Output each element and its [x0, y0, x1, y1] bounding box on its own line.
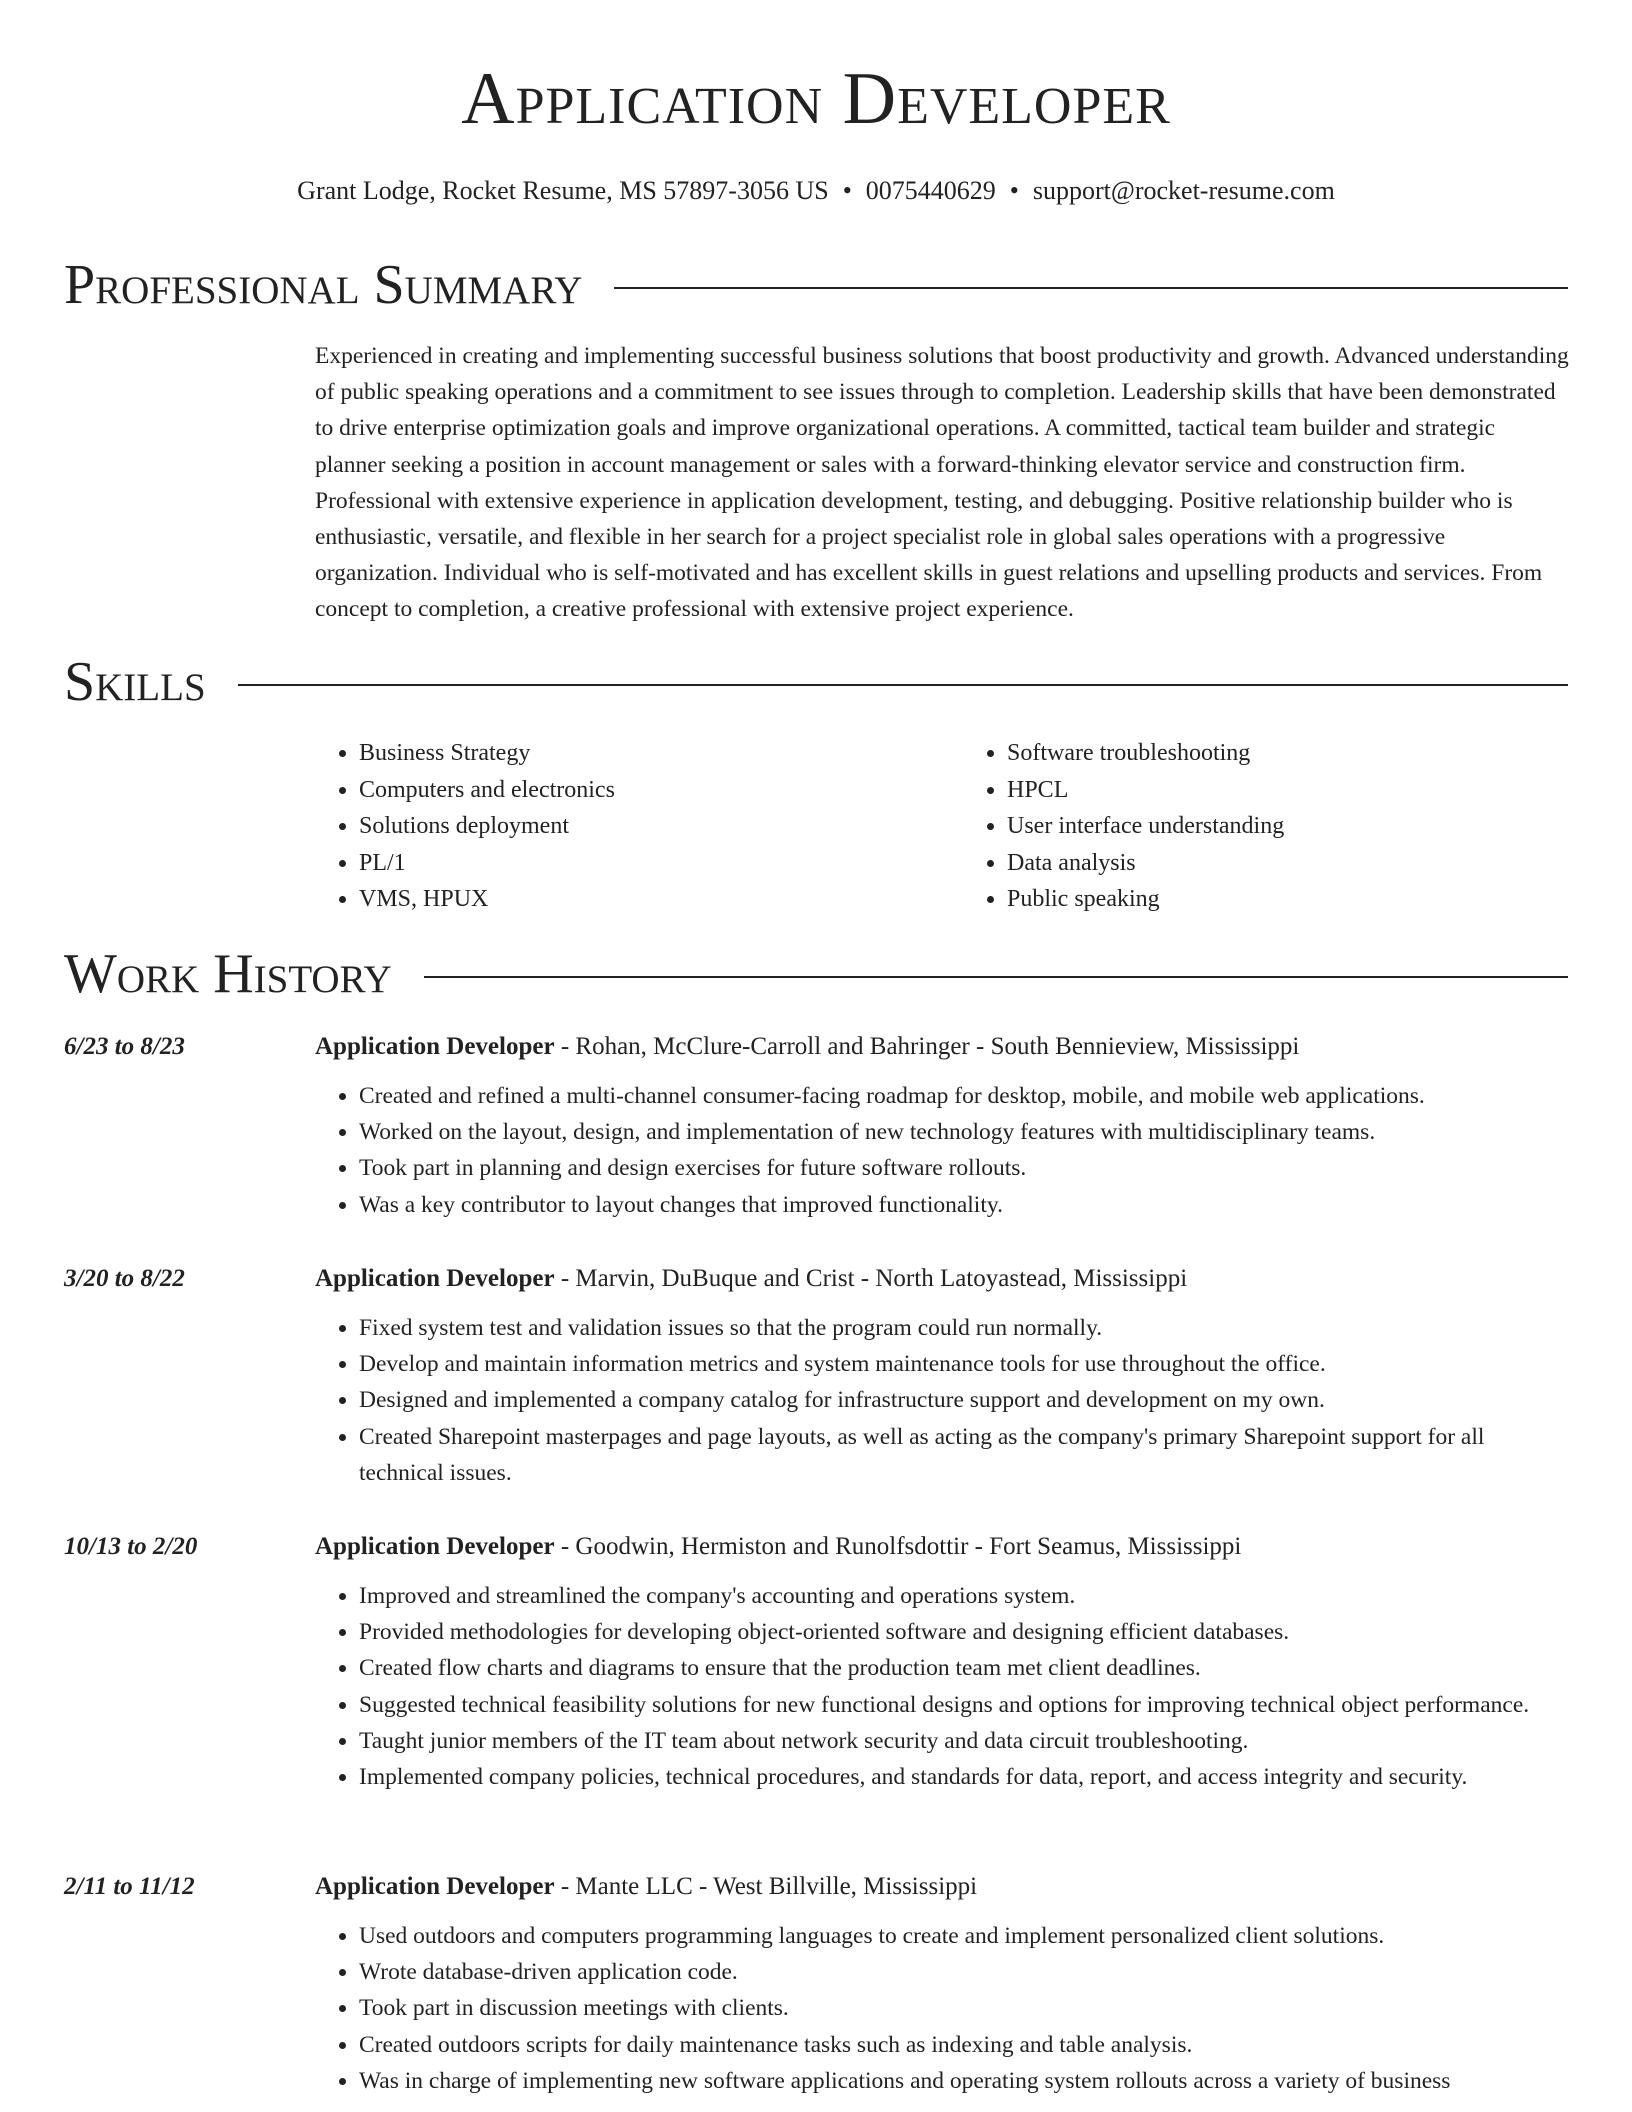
summary-heading: Professional Summary: [64, 254, 583, 316]
job-role: Application Developer: [315, 1533, 555, 1560]
job-bullet: • Was a key contributor to layout changes that improved functionality.: [359, 1187, 1572, 1223]
job-role: Application Developer: [315, 1873, 555, 1900]
summary-text: Experienced in creating and implementing successful business solutions that boost productivity and growth. Advanced understanding of public speaking operations and a commitment to see issues through to completion. Leadership skills that have been demonstrated to drive enterprise optimization goals and improve organizational operations. A committed, tactical team builder and strategic planner seeking a position in account management or sales with a forward-thinking elevator service and construction firm. Professional with extensive experience in application development, testing, and debugging. Positive relationship builder who is enthusiastic, versatile, and flexible in her search for a project specialist role in global sales operations with a progressive organization. Individual who is self-motivated and has excellent skills in guest relations and upselling products and services. From concept to completion, a creative professional with extensive project experience.: [315, 343, 1569, 623]
contact-separator: •: [842, 176, 852, 205]
section-divider: [614, 287, 1568, 289]
job-bullet: • Improved and streamlined the company's accounting and operations system.: [359, 1578, 1572, 1614]
section-divider: [424, 976, 1568, 978]
job-bullet: • Created Sharepoint masterpages and page layouts, as well as acting as the company's primary Sharepoint support for all technical issues.: [359, 1419, 1572, 1491]
job-bullet: • Fixed system test and validation issues so that the program could run normally.: [359, 1310, 1572, 1346]
job-employer: - Goodwin, Hermiston and Runolfsdottir - Fort Seamus, Mississippi: [554, 1533, 1242, 1560]
contact-separator: •: [1009, 176, 1019, 205]
skill-item: • User interface understanding: [1007, 808, 1571, 845]
job-header: [315, 1262, 1572, 1296]
job-bullet: • Created flow charts and diagrams to ensure that the production team met client deadlines.: [359, 1650, 1572, 1686]
job-dates: 3/20 to 8/22: [64, 1265, 185, 1292]
job-header: [315, 1530, 1572, 1564]
job-entry: [64, 1870, 1572, 2099]
job-role: Application Developer: [315, 1033, 555, 1060]
job-bullet: • Implemented company policies, technical procedures, and standards for data, report, and access integrity and security.: [359, 1759, 1572, 1795]
job-role: Application Developer: [315, 1265, 555, 1292]
skill-item: • Public speaking: [1007, 881, 1571, 918]
job-bullet: • Took part in planning and design exercises for future software rollouts.: [359, 1150, 1572, 1186]
skill-item: • PL/1: [359, 845, 923, 882]
job-entry: [64, 1530, 1572, 1795]
skills-column-right: [963, 735, 1571, 918]
job-bullets: [315, 1078, 1572, 1223]
contact-line: [0, 176, 1632, 206]
job-header: [315, 1030, 1572, 1064]
job-dates: 6/23 to 8/23: [64, 1033, 185, 1060]
contact-address: Grant Lodge, Rocket Resume, MS 57897-3056 US: [297, 176, 829, 205]
skill-item: • VMS, HPUX: [359, 881, 923, 918]
skill-item: • Business Strategy: [359, 735, 923, 772]
skill-item: • Data analysis: [1007, 845, 1571, 882]
job-bullet: • Suggested technical feasibility solutions for new functional designs and options for improving technical object performance.: [359, 1687, 1572, 1723]
job-employer: - Marvin, DuBuque and Crist - North Latoyastead, Mississippi: [554, 1265, 1188, 1292]
job-employer: - Mante LLC - West Billville, Mississippi: [554, 1873, 978, 1900]
contact-email: support@rocket-resume.com: [1032, 176, 1335, 205]
job-entry: [64, 1262, 1572, 1491]
job-dates: 2/11 to 11/12: [64, 1873, 195, 1900]
section-divider: [238, 684, 1568, 686]
job-bullet: • Created outdoors scripts for daily maintenance tasks such as indexing and table analysis.: [359, 2027, 1572, 2063]
job-bullet: • Wrote database-driven application code.: [359, 1954, 1572, 1990]
job-bullet: • Taught junior members of the IT team about network security and data circuit troubleshooting.: [359, 1723, 1572, 1759]
skill-item: • HPCL: [1007, 772, 1571, 809]
contact-phone: 0075440629: [865, 176, 996, 205]
skill-item: • Solutions deployment: [359, 808, 923, 845]
job-bullet: • Designed and implemented a company catalog for infrastructure support and development on my own.: [359, 1382, 1572, 1418]
skills-column-left: [315, 735, 923, 918]
skill-item: • Computers and electronics: [359, 772, 923, 809]
job-bullets: [315, 1578, 1572, 1795]
job-bullet: • Worked on the layout, design, and implementation of new technology features with multidisciplinary teams.: [359, 1114, 1572, 1150]
job-bullet: • Used outdoors and computers programming languages to create and implement personalized client solutions.: [359, 1918, 1572, 1954]
job-header: [315, 1870, 1572, 1904]
job-bullet: • Develop and maintain information metrics and system maintenance tools for use throughout the office.: [359, 1346, 1572, 1382]
work-section-header: [64, 942, 1568, 1006]
job-employer: - Rohan, McClure-Carroll and Bahringer - South Bennieview, Mississippi: [554, 1033, 1300, 1060]
job-bullets: [315, 1918, 1572, 2099]
summary-section-header: [64, 253, 1568, 317]
job-bullet: • Created and refined a multi-channel consumer-facing roadmap for desktop, mobile, and mobile web applications.: [359, 1078, 1572, 1114]
page-title: Application Developer: [461, 58, 1171, 140]
skills-heading: Skills: [64, 651, 206, 713]
skill-item: • Software troubleshooting: [1007, 735, 1571, 772]
skills-section-header: [64, 650, 1568, 714]
skills-list: [315, 735, 1571, 918]
job-bullets: [315, 1310, 1572, 1491]
job-bullet: • Provided methodologies for developing object-oriented software and designing efficient databases.: [359, 1614, 1572, 1650]
job-bullet: • Took part in discussion meetings with clients.: [359, 1990, 1572, 2026]
job-bullet: • Was in charge of implementing new software applications and operating system rollouts across a variety of business: [359, 2063, 1572, 2099]
job-dates: 10/13 to 2/20: [64, 1533, 198, 1560]
job-entry: [64, 1030, 1572, 1223]
work-heading: Work History: [64, 943, 392, 1005]
